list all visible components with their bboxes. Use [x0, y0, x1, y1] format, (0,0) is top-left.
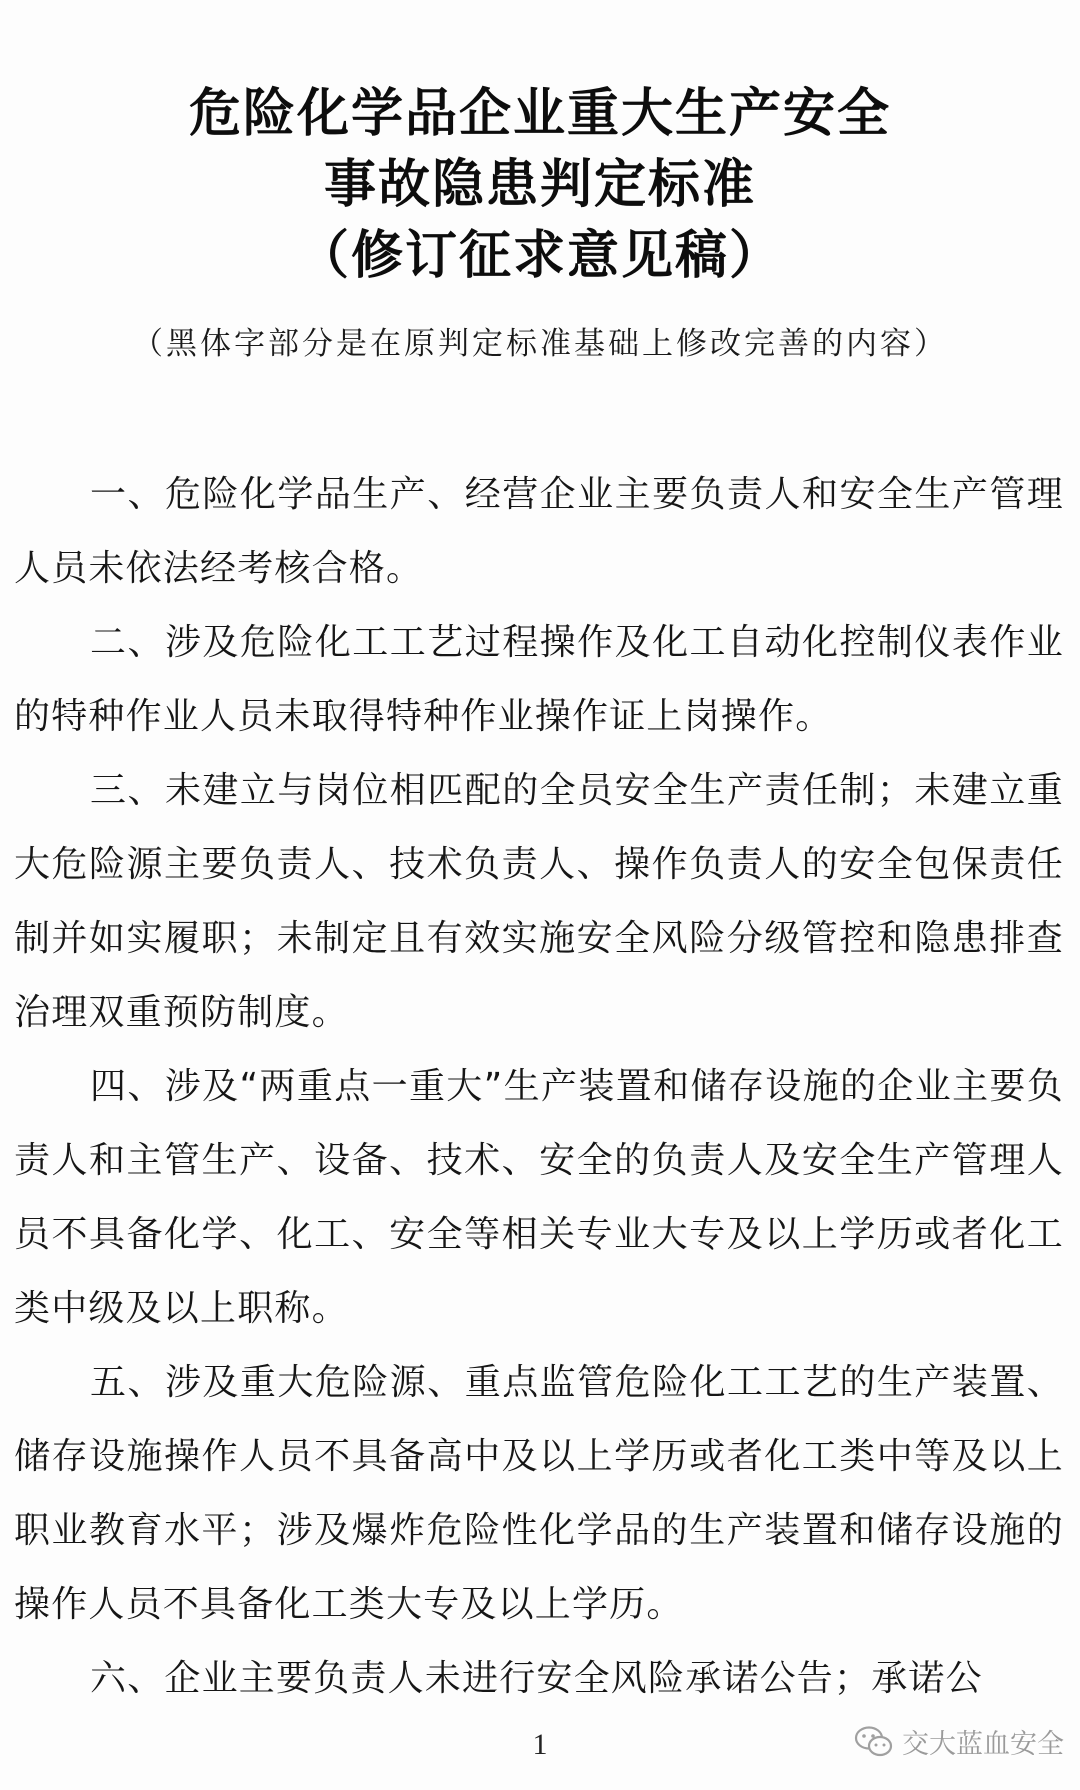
paragraph-6: 六、企业主要负责人未进行安全风险承诺公告；承诺公 — [90, 1658, 983, 1699]
document-subtitle: （黑体字部分是在原判定标准基础上修改完善的内容） — [132, 326, 948, 362]
document-body — [14, 458, 1064, 1716]
watermark-text: 交大蓝血安全 — [902, 1729, 1064, 1760]
paragraph-5: 五、涉及重大危险源、重点监管危险化工工艺的生产装置、储存设施操作人员不具备高中及以上学历或者化工类中等及以上职业教育水平；涉及爆炸危险性化学品的生产装置和储存设施的操作人员不具备化工类大专及以上学历。 — [14, 1362, 1064, 1625]
paragraph-1: 一、危险化学品生产、经营企业主要负责人和安全生产管理人员未依法经考核合格。 — [14, 474, 1064, 589]
paragraph-4: 四、涉及“两重点一重大”生产装置和储存设施的企业主要负责人和主管生产、设备、技术、安全的负责人及安全生产管理人员不具备化学、化工、安全等相关专业大专及以上学历或者化工类中级及以上职称。 — [14, 1066, 1064, 1329]
watermark — [854, 1722, 1064, 1761]
paragraph-3: 三、未建立与岗位相匹配的全员安全生产责任制；未建立重大危险源主要负责人、技术负责人、操作负责人的安全包保责任制并如实履职；未制定且有效实施安全风险分级管控和隐患排查治理双重预防制度。 — [14, 770, 1064, 1033]
document-title — [0, 78, 1080, 291]
page-number: 1 — [532, 1728, 548, 1761]
wechat-icon — [854, 1725, 894, 1759]
title-line-2: 事故隐患判定标准 — [323, 154, 756, 215]
title-line-1: 危险化学品企业重大生产安全 — [188, 83, 891, 144]
paragraph-2: 二、涉及危险化工工艺过程操作及化工自动化控制仪表作业的特种作业人员未取得特种作业操作证上岗操作。 — [14, 622, 1064, 737]
title-line-3: （修订征求意见稿） — [296, 225, 783, 286]
